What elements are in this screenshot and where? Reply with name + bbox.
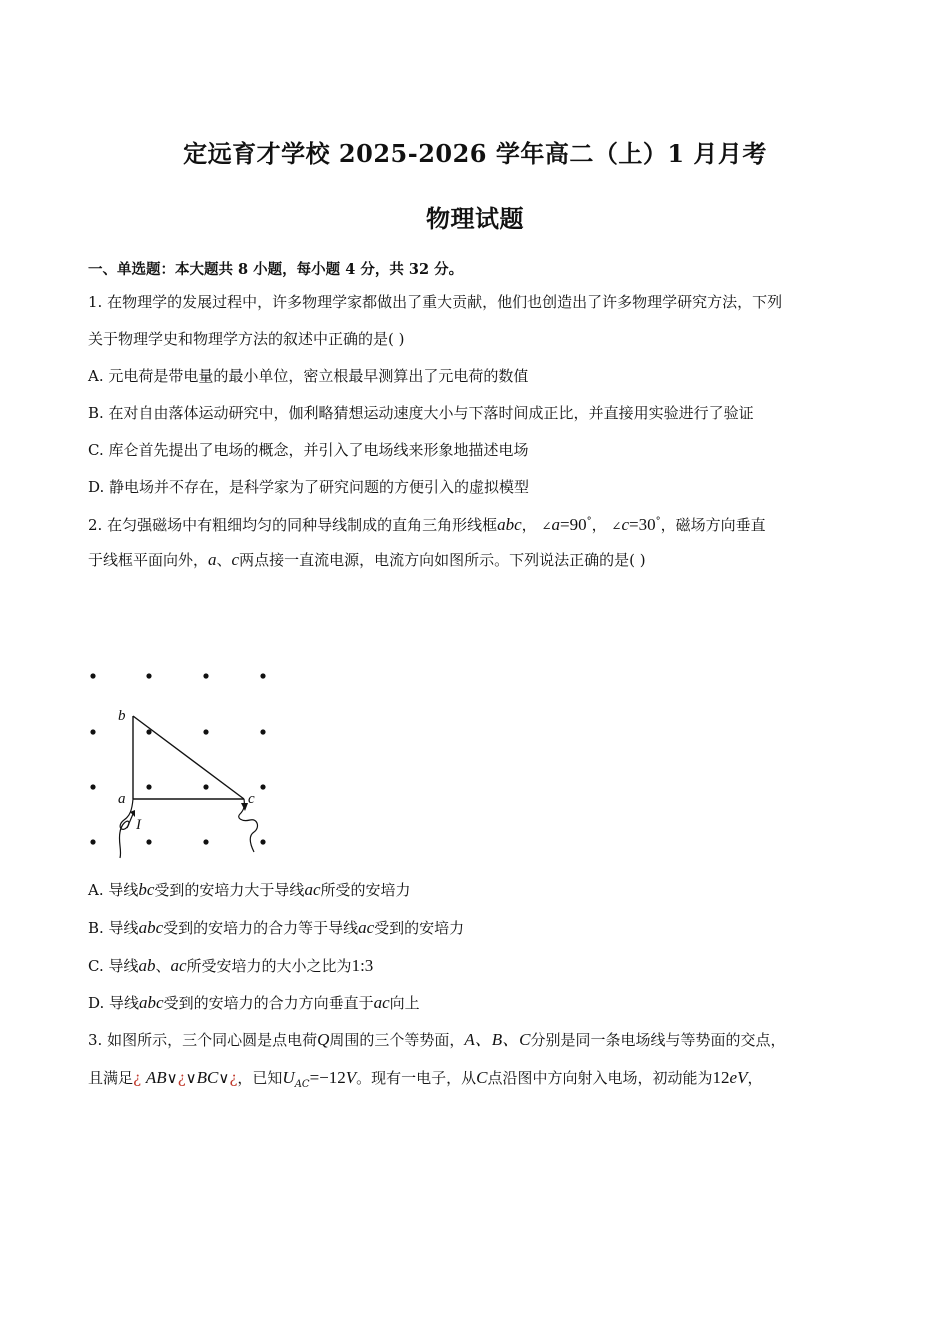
field-dot — [260, 729, 265, 734]
label-a: a — [118, 791, 126, 807]
field-dot — [90, 729, 95, 734]
field-dot — [146, 839, 151, 844]
label-b: b — [118, 708, 126, 724]
exam-title: 定远育才学校 2025-2026 学年高二（上）1 月月考 — [183, 139, 767, 168]
section-heading: 一、单选题：本大题共 8 小题，每小题 4 分，共 32 分。 — [88, 261, 464, 278]
q2-option-c: C. 导线ab、ac所受安培力的大小之比为1:3 — [88, 956, 374, 975]
label-c: c — [248, 791, 255, 807]
field-dot — [203, 729, 208, 734]
field-dot — [203, 784, 208, 789]
field-dot — [146, 784, 151, 789]
field-dot — [90, 839, 95, 844]
field-dot — [146, 673, 151, 678]
exam-subject: 物理试题 — [426, 204, 524, 233]
field-dot — [90, 673, 95, 678]
q3-stem-line2: 且满足¿ AB∨¿∨BC∨¿，已知$U_{AC}=-12V$。现有一电子，从C点沿图中方向射入电场，初动能为12eV， — [88, 1068, 763, 1090]
field-dot — [203, 673, 208, 678]
field-dot — [90, 784, 95, 789]
q2-stem-line2: 于线框平面向外，a、c两点接一直流电源，电流方向如图所示。下列说法正确的是( ) — [88, 550, 646, 569]
q3-stem-line1: 3. 如图所示，三个同心圆是点电荷Q周围的三个等势面，A、B、C分别是同一条电场线与等势面的交点， — [88, 1030, 786, 1049]
label-current: I — [136, 817, 141, 833]
field-dot — [260, 839, 265, 844]
current-out-arrow-icon — [241, 803, 248, 811]
q1-option-d: D. 静电场并不存在，是科学家为了研究问题的方便引入的虚拟模型 — [88, 478, 530, 496]
q1-stem-line1: 1. 在物理学的发展过程中，许多物理学家都做出了重大贡献，他们也创造出了许多物理学研究方法，下列 — [88, 293, 783, 311]
q1-option-c: C. 库仑首先提出了电场的概念，并引入了电场线来形象地描述电场 — [88, 441, 529, 459]
q2-stem-line1: 2. 在匀强磁场中有粗细均匀的同种导线制成的直角三角形线框abc， ∠a=90°， ∠c=30°，磁场方向垂直 — [88, 515, 766, 534]
lead-wire-a — [119, 799, 133, 858]
q1-stem-line2: 关于物理学史和物理学方法的叙述中正确的是( ) — [88, 330, 405, 348]
triangle-frame-figure — [80, 660, 280, 865]
q2-option-b: B. 导线abc受到的安培力的合力等于导线ac受到的安培力 — [88, 918, 465, 937]
q1-option-b: B. 在对自由落体运动研究中，伽利略猜想运动速度大小与下落时间成正比，并直接用实验进行了验证 — [88, 404, 754, 422]
q2-option-d: D. 导线abc受到的安培力的合力方向垂直于ac向上 — [88, 993, 420, 1012]
q2-option-a: A. 导线bc受到的安培力大于导线ac所受的安培力 — [88, 880, 411, 899]
field-dot — [203, 839, 208, 844]
field-dot — [260, 784, 265, 789]
field-dot — [260, 673, 265, 678]
q1-option-a: A. 元电荷是带电量的最小单位，密立根最早测算出了元电荷的数值 — [88, 367, 529, 385]
